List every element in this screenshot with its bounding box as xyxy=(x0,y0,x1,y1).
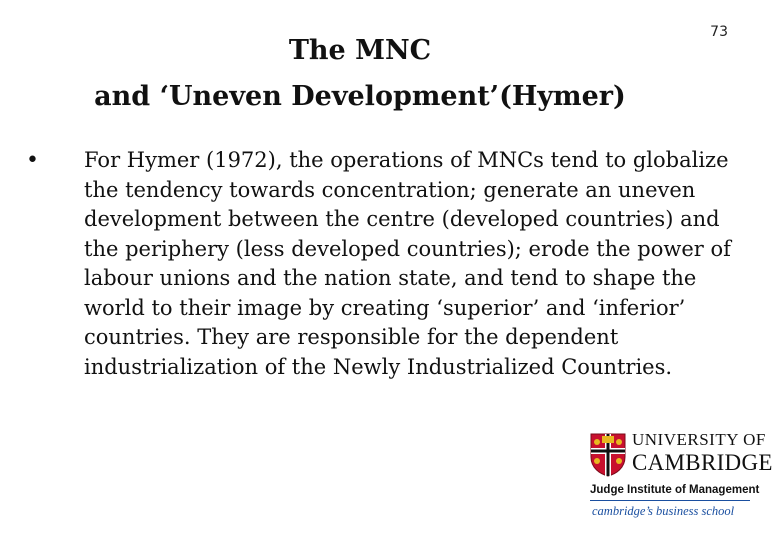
university-name-line-1: UNIVERSITY OF xyxy=(632,430,766,449)
slide-title xyxy=(80,28,640,120)
slide-title-line-1: The MNC xyxy=(288,35,432,66)
bullet-icon: • xyxy=(26,148,39,173)
logo-tagline: cambridge’s business school xyxy=(592,504,735,518)
page-number: 73 xyxy=(710,24,728,40)
slide-title-line-2: and ‘Uneven Development’(Hymer) xyxy=(94,81,626,112)
university-name-line-2: CAMBRIDGE xyxy=(632,450,773,475)
cambridge-logo xyxy=(588,430,773,524)
bullet-list xyxy=(26,146,740,382)
shield-icon xyxy=(590,433,626,477)
institute-name: Judge Institute of Management xyxy=(590,484,760,496)
logo-divider xyxy=(590,500,750,501)
bullet-text: For Hymer (1972), the operations of MNCs tend to globalize the tendency towards concentration; generate an uneven development between the centre (developed countries) and the periphery (less developed countries); erode the power of labour unions and the nation state, and tend to shape the world to their image by creating ‘superior’ and ‘inferior’ countries. They are responsible for the dependent industrialization of the Newly Industrialized Countries. xyxy=(84,148,731,379)
